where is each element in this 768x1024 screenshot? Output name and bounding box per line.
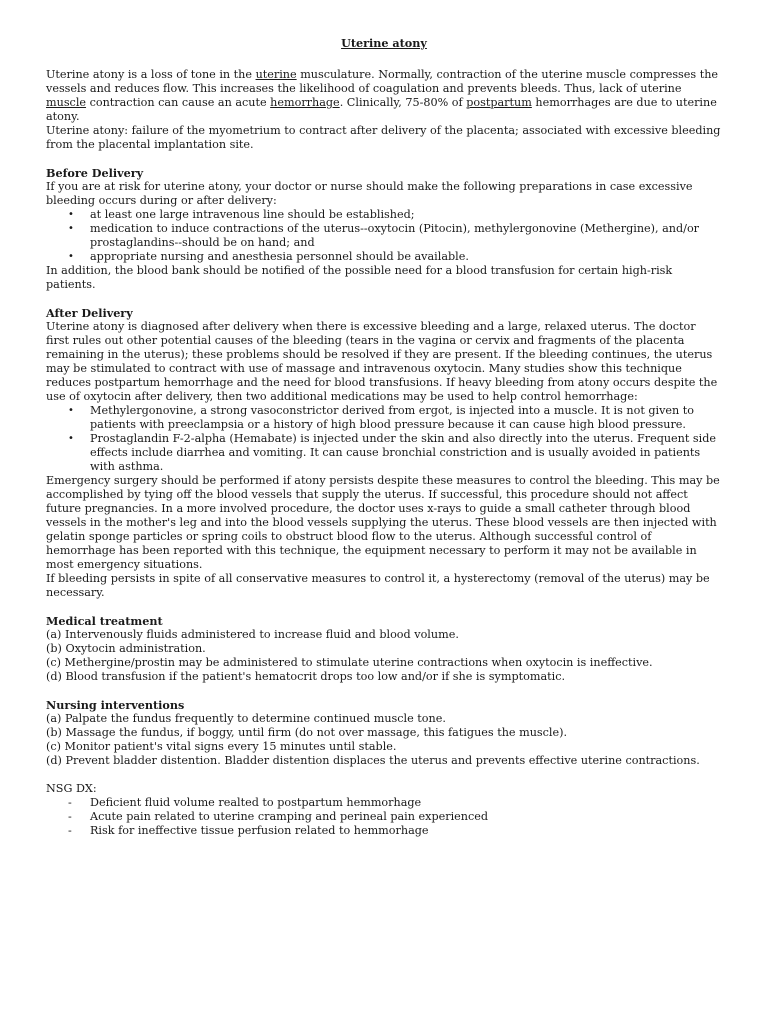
list-item: • Prostaglandin F-2-alpha (Hemabate) is injected under the skin and also directly into the uterus. Frequent side effects include diarrhea and vomiting. It can cause bronchial constriction and is usually avoided in patients with asthma. [46,432,722,474]
list-item: • Methylergonovine, a strong vasoconstrictor derived from ergot, is injected into a muscle. It is not given to patients with preeclampsia or a history of high blood pressure because it can cause high blood pressure. [46,404,722,432]
muscle-link[interactable]: muscle [46,96,87,109]
hysterectomy-paragraph: If bleeding persists in spite of all conservative measures to control it, a hysterectomy (removal of the uterus) may be necessary. [46,572,710,599]
after-delivery-heading: After Delivery [46,306,133,320]
blood-bank-paragraph: In addition, the blood bank should be notified of the possible need for a blood transfusion for certain high-risk patients. [46,264,673,291]
medication-list [46,404,722,474]
medical-treatment-heading: Medical treatment [46,614,163,628]
before-delivery-list [46,208,722,264]
intro-paragraph: Uterine atony is a loss of tone in the uterine musculature. Normally, contraction of the uterine muscle compresses the vessels and reduces flow. This increases the likelihood of coagulation and prevents bleeds. Thus, lack of uterine muscle contraction can cause an acute hemorrhage. Clinically, 75-80% of postpartum hemorrhages are due to uterine atony. [46,68,719,123]
document-page [46,36,722,838]
list-item: (b) Massage the fundus, if boggy, until firm (do not over massage, this fatigues the muscle). [46,726,568,739]
list-item: • medication to induce contractions of the uterus--oxytocin (Pitocin), methylergonovine (Methergine), and/or prostaglandins--should be on hand; and [46,222,722,250]
list-item: - Risk for ineffective tissue perfusion related to hemmorhage [46,824,722,838]
list-item: (c) Monitor patient's vital signs every 15 minutes until stable. [46,740,397,753]
list-item: (a) Palpate the fundus frequently to determine continued muscle tone. [46,712,446,725]
page-title: Uterine atony [341,36,427,50]
uterine-link[interactable]: uterine [255,68,297,81]
list-item: (b) Oxytocin administration. [46,642,206,655]
list-item: - Deficient fluid volume realted to postpartum hemmorhage [46,796,722,810]
list-item: (d) Prevent bladder distention. Bladder distention displaces the uterus and prevents effective uterine contractions. [46,754,700,767]
list-item: • appropriate nursing and anesthesia personnel should be available. [46,250,722,264]
nsg-dx-list [46,796,722,838]
definition-paragraph: Uterine atony: failure of the myometrium to contract after delivery of the placenta; associated with excessive bleeding from the placental implantation site. [46,124,721,151]
list-item: (c) Methergine/prostin may be administered to stimulate uterine contractions when oxytocin is ineffective. [46,656,653,669]
postpartum-link[interactable]: postpartum [466,96,532,109]
list-item: (d) Blood transfusion if the patient's hematocrit drops too low and/or if she is symptomatic. [46,670,566,683]
before-delivery-heading: Before Delivery [46,166,144,180]
list-item: • at least one large intravenous line should be established; [46,208,722,222]
nsg-dx-heading: NSG DX: [46,782,97,795]
list-item: - Acute pain related to uterine cramping and perineal pain experienced [46,810,722,824]
surgery-paragraph: Emergency surgery should be performed if atony persists despite these measures to control the bleeding. This may be accomplished by tying off the blood vessels that supply the uterus. If successful, this procedure should not affect future pregnancies. In a more involved procedure, the doctor uses x-rays to guide a small catheter through blood vessels in the mother's leg and into the blood vessels supplying the uterus. These blood vessels are then injected with gelatin sponge particles or spring coils to obstruct blood flow to the uterus. Although successful control of hemorrhage has been reported with this technique, the equipment necessary to perform it may not be available in most emergency situations. [46,474,720,571]
after-delivery-text: Uterine atony is diagnosed after delivery when there is excessive bleeding and a large, relaxed uterus. The doctor first rules out other potential causes of the bleeding (tears in the vagina or cervix and fragments of the placenta remaining in the uterus); these problems should be resolved if they are present. If the bleeding continues, the uterus may be stimulated to contract with use of massage and intravenous oxytocin. Many studies show this technique reduces postpartum hemorrhage and the need for blood transfusions. If heavy bleeding from atony occurs despite the use of oxytocin after delivery, then two additional medications may be used to help control hemorrhage: [46,320,718,403]
nursing-interventions-heading: Nursing interventions [46,698,185,712]
before-delivery-text: If you are at risk for uterine atony, your doctor or nurse should make the following preparations in case excessive bleeding occurs during or after delivery: [46,180,693,207]
list-item: (a) Intervenously fluids administered to increase fluid and blood volume. [46,628,459,641]
hemorrhage-link[interactable]: hemorrhage [270,96,340,109]
